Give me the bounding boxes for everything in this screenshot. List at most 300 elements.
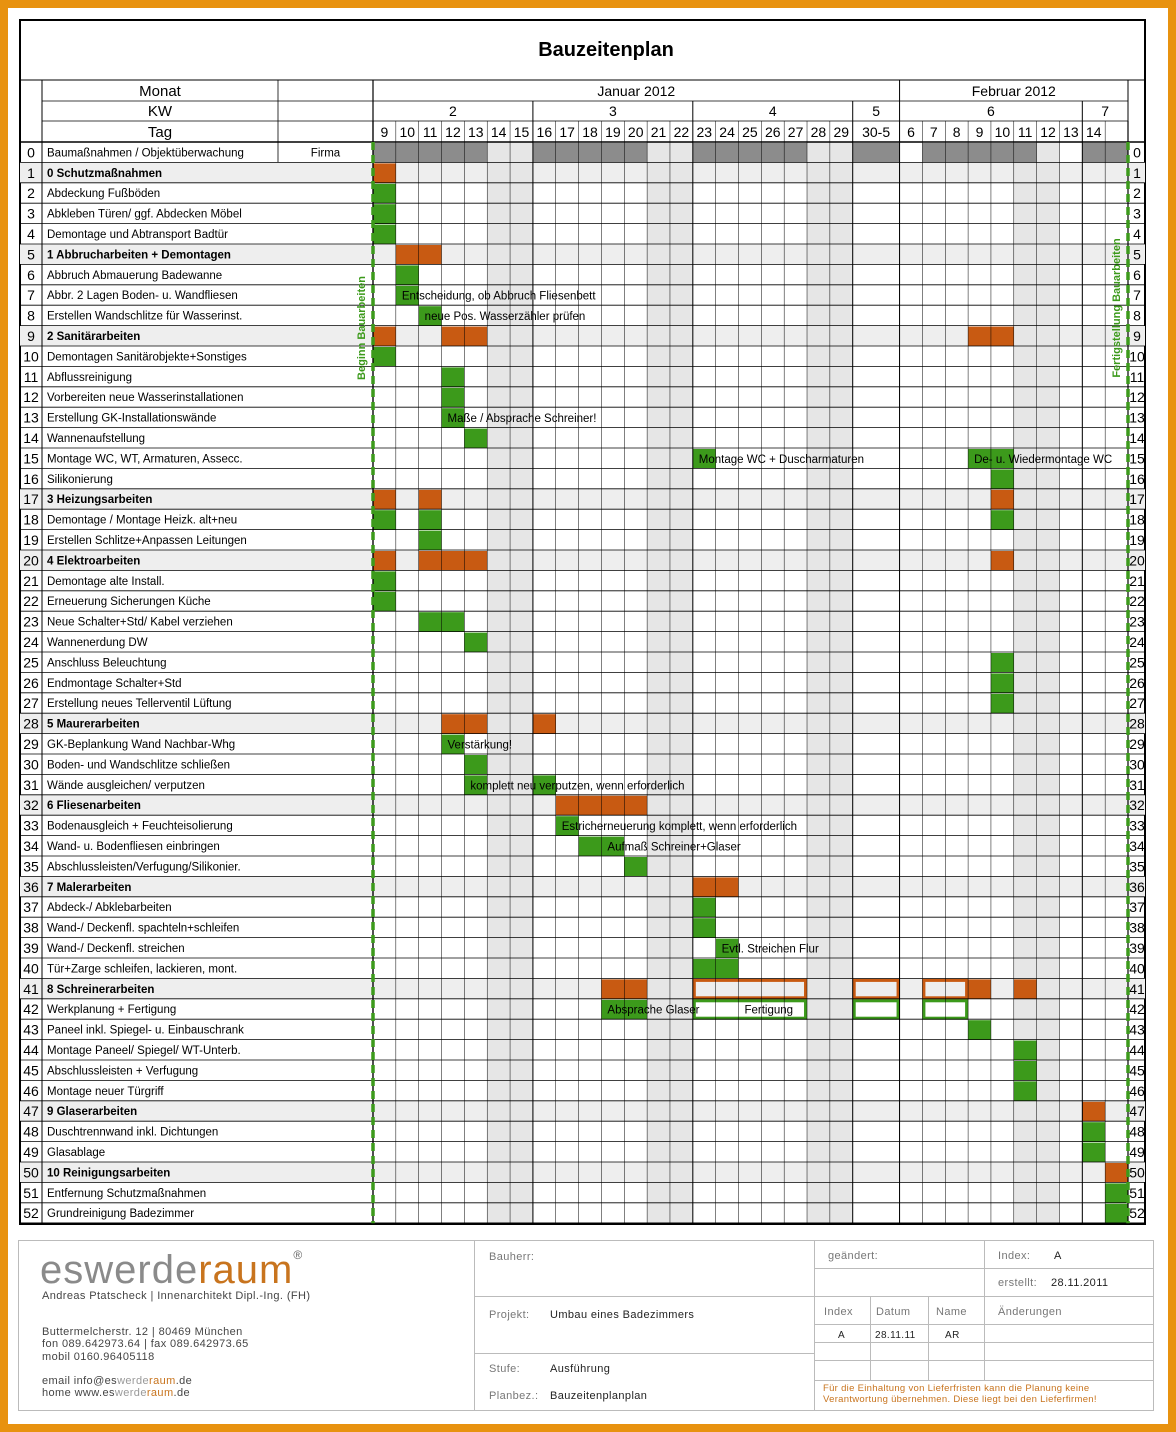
day-label: 10 (994, 124, 1011, 140)
day-label: 15 (513, 124, 530, 140)
company-mobile: mobil 0160.96405118 (42, 1351, 155, 1363)
day-label: 13 (468, 124, 484, 140)
day-label: 13 (1063, 124, 1079, 140)
row-number-right: 0 (1133, 144, 1141, 161)
home-suffix: .de (173, 1387, 191, 1399)
section-heading: 2 Sanitärarbeiten (47, 331, 141, 343)
row-number-right: 48 (1129, 1123, 1145, 1140)
company-phone: fon 089.642973.64 | fax 089.642973.65 (42, 1338, 249, 1350)
title-block-divider (474, 1353, 815, 1354)
row-number: 27 (23, 695, 39, 712)
orange-bar (373, 327, 396, 346)
task-label: Erneuerung Sicherungen Küche (47, 596, 211, 609)
row-number-right: 31 (1129, 776, 1145, 793)
green-bar (442, 367, 465, 386)
row-number: 38 (23, 919, 39, 936)
section-heading: 6 Fliesenarbeiten (47, 800, 141, 813)
projekt-value: Umbau eines Badezimmers (550, 1309, 695, 1321)
green-bar (419, 531, 442, 550)
bar-annotation: Entscheidung, ob Abbruch Fliesenbett (401, 290, 596, 303)
title-block-divider (814, 1342, 1153, 1343)
row-number: 20 (23, 552, 39, 569)
row-number: 19 (23, 532, 39, 548)
bar-annotation: Absprache Glaser (607, 1004, 700, 1017)
row-number: 49 (23, 1144, 39, 1160)
row-number-right: 43 (1129, 1021, 1145, 1038)
task-label: Wannenaufstellung (47, 433, 146, 445)
row-number: 31 (23, 776, 39, 793)
title-block-divider (814, 1360, 1153, 1361)
task-label: Montage WC, WT, Armaturen, Assecc. (47, 453, 243, 466)
row-number: 3 (27, 205, 35, 222)
row-number: 7 (27, 287, 35, 304)
green-bar (624, 857, 647, 876)
row-number: 9 (27, 328, 35, 344)
orange-bar (968, 979, 991, 998)
task-label: Montage neuer Türgriff (47, 1085, 164, 1098)
row-number: 17 (23, 491, 39, 508)
row-number: 52 (23, 1205, 39, 1222)
row-number: 28 (23, 715, 39, 732)
milestone-end-label: Fertigstellung Bauarbeiten (1111, 238, 1123, 378)
green-bar (1105, 1183, 1128, 1202)
index-value: A (1054, 1250, 1062, 1262)
green-bar (373, 571, 396, 590)
row-number: 14 (23, 430, 39, 446)
erstellt-label: erstellt: (998, 1277, 1038, 1289)
green-bar (991, 510, 1014, 529)
row-number-right: 35 (1129, 858, 1145, 875)
day-label: 12 (1040, 124, 1056, 140)
green-bar (373, 225, 396, 244)
index-label: Index: (998, 1250, 1031, 1262)
company-address: Buttermelcherstr. 12 | 80469 München (42, 1326, 243, 1338)
row-number-right: 9 (1133, 328, 1141, 344)
task-label: Bodenausgleich + Feuchteisolierung (47, 820, 233, 833)
green-bar (464, 755, 487, 774)
row-number: 0 (27, 144, 35, 161)
row-number-right: 46 (1129, 1082, 1145, 1099)
row-number-right: 14 (1129, 430, 1145, 446)
row-number-right: 21 (1129, 572, 1145, 589)
row-number: 2 (27, 185, 35, 202)
row-number-right: 32 (1129, 797, 1145, 814)
green-bar (1082, 1143, 1105, 1162)
home-raum: raum (146, 1387, 174, 1399)
task-label: Anschluss Beleuchtung (47, 657, 167, 670)
title-block-divider (870, 1296, 871, 1380)
gray-bar (533, 143, 647, 162)
task-label: Abdeck-/ Abklebarbeiten (47, 902, 172, 915)
green-bar (693, 898, 716, 917)
weekend-column (1037, 142, 1060, 1223)
row-number: 44 (23, 1042, 39, 1058)
task-label: Tür+Zarge schleifen, lackieren, mont. (47, 963, 238, 976)
green-bar (1014, 1061, 1037, 1080)
row-number: 37 (23, 899, 39, 916)
section-heading: 7 Malerarbeiten (47, 881, 132, 894)
day-label: 6 (907, 124, 915, 140)
day-label: 25 (742, 124, 758, 140)
section-heading: 8 Schreinerarbeiten (47, 983, 155, 996)
task-label: Abbr. 2 Lagen Boden- u. Wandfliesen (47, 290, 238, 303)
week-label: 2 (449, 103, 457, 119)
row-number: 11 (23, 368, 39, 385)
company-logo (40, 1248, 303, 1293)
row-number-right: 2 (1133, 185, 1141, 202)
task-label: Glasablage (47, 1147, 106, 1159)
week-label: 3 (608, 103, 617, 119)
title-block-divider (984, 1240, 985, 1380)
green-bar (991, 673, 1014, 692)
row-number-right: 3 (1133, 205, 1141, 222)
section-heading: 10 Reinigungsarbeiten (47, 1167, 171, 1180)
task-label: Wände ausgleichen/ verputzen (47, 779, 205, 792)
row-number: 43 (23, 1021, 39, 1038)
day-label: 14 (1085, 124, 1102, 140)
firma-label: Firma (310, 147, 341, 160)
row-number-right: 50 (1129, 1164, 1145, 1181)
row-number: 34 (23, 838, 39, 854)
bar-annotation: Maße / Absprache Schreiner! (447, 413, 597, 426)
day-label: 8 (952, 124, 961, 140)
row-number-right: 26 (1129, 674, 1145, 691)
row-number-right: 10 (1129, 348, 1145, 365)
week-label: 6 (987, 103, 995, 119)
row-number-right: 45 (1129, 1062, 1145, 1079)
task-label: Demontage / Montage Heizk. alt+neu (47, 514, 238, 527)
green-bar (693, 918, 716, 937)
bar-annotation: Montage WC + Duscharmaturen (698, 453, 865, 466)
company-subtitle: Andreas Ptatscheck | Innenarchitekt Dipl.-Ing. (FH) (42, 1290, 311, 1302)
rev-col-index: Index (824, 1306, 853, 1318)
row-number-right: 7 (1133, 287, 1141, 304)
day-label: 16 (536, 124, 553, 140)
section-row-bg (20, 1162, 1145, 1182)
sheet (8, 8, 1168, 1424)
weekend-column (487, 142, 510, 1223)
green-bar (1105, 1204, 1128, 1223)
row-number-right: 15 (1129, 450, 1145, 467)
task-label: Erstellung neues Tellerventil Lüftung (47, 698, 232, 711)
row-number: 51 (23, 1184, 39, 1201)
section-heading: 9 Glaserarbeiten (47, 1106, 138, 1119)
row-number: 24 (23, 634, 39, 650)
gray-bar (693, 143, 807, 162)
bauherr-label: Bauherr: (489, 1251, 535, 1263)
row-number: 39 (23, 940, 39, 956)
row-number-right: 37 (1129, 899, 1145, 916)
row-number: 35 (23, 858, 39, 875)
task-label: Neue Schalter+Std/ Kabel verziehen (47, 616, 233, 629)
row-number-right: 30 (1129, 756, 1145, 773)
task-label: Baumaßnahmen / Objektüberwachung (47, 147, 244, 160)
row-number: 18 (23, 511, 39, 528)
task-label: Grundreinigung Badezimmer (47, 1208, 195, 1221)
task-label: Wand-/ Deckenfl. spachteln+schleifen (47, 922, 240, 935)
row-number: 6 (27, 266, 35, 283)
bar-annotation: Aufmaß Schreiner+Glaser (607, 841, 741, 854)
row-number: 50 (23, 1164, 39, 1181)
row-number: 29 (23, 736, 39, 752)
section-row-bg (20, 876, 1145, 896)
orange-bar (419, 490, 442, 509)
row-number: 13 (23, 409, 39, 426)
row-number-right: 51 (1129, 1184, 1145, 1201)
day-label: 30-5 (862, 124, 891, 140)
green-bar (373, 347, 396, 366)
task-label: Erstellen Schlitze+Anpassen Leitungen (47, 535, 247, 547)
orange-bar (533, 714, 556, 733)
row-number-right: 34 (1129, 838, 1145, 854)
title-block-divider (814, 1268, 1153, 1269)
rev-index: A (838, 1330, 846, 1341)
header-monat-label: Monat (139, 83, 181, 100)
section-row-bg (20, 489, 1145, 509)
green-bar (991, 469, 1014, 488)
day-label: 11 (1017, 124, 1033, 140)
row-number-right: 20 (1129, 552, 1145, 569)
task-label: Erstellung GK-Installationswände (47, 412, 217, 425)
email-raum: raum (149, 1375, 176, 1387)
erstellt-value: 28.11.2011 (1051, 1277, 1109, 1289)
orange-bar (1082, 1102, 1105, 1121)
task-label: Abschlussleisten/Verfugung/Silikonier. (47, 861, 241, 874)
task-label: Abbruch Abmauerung Badewanne (47, 269, 223, 282)
row-number-right: 44 (1129, 1042, 1145, 1058)
green-bar (991, 694, 1014, 713)
task-label: Abschlussleisten + Verfugung (47, 1065, 199, 1078)
orange-bar (991, 551, 1014, 570)
row-number: 23 (23, 613, 39, 630)
row-number: 1 (27, 164, 35, 181)
gray-bar (853, 143, 900, 162)
day-label: 14 (490, 124, 507, 140)
day-label: 27 (787, 124, 804, 140)
title-block-divider (814, 1380, 1153, 1381)
bar-annotation: komplett neu verputzen, wenn erforderlich (470, 780, 685, 793)
orange-bar (419, 551, 488, 570)
row-number: 45 (23, 1062, 39, 1079)
day-label: 24 (719, 124, 735, 140)
rev-col-name: Name (936, 1306, 967, 1318)
day-label: 7 (929, 124, 938, 140)
logo-registered: ® (293, 1248, 304, 1262)
row-number: 22 (23, 593, 39, 610)
row-number: 4 (27, 226, 35, 242)
row-number-right: 49 (1129, 1144, 1145, 1160)
task-label: GK-Beplankung Wand Nachbar-Whg (47, 739, 236, 751)
stufe-label: Stufe: (489, 1363, 521, 1375)
day-label: 9 (975, 124, 984, 140)
task-label: Wand-/ Deckenfl. streichen (47, 943, 185, 955)
email-werde: werde (117, 1375, 150, 1387)
bar-annotation: Fertigung (744, 1004, 794, 1017)
row-number-right: 23 (1129, 613, 1145, 630)
week-label: 5 (872, 103, 881, 119)
row-number-right: 42 (1129, 1001, 1145, 1018)
title-block-divider (928, 1296, 929, 1380)
task-label: Vorbereiten neue Wasserinstallationen (47, 392, 244, 405)
rev-col-datum: Datum (876, 1306, 911, 1318)
bar-annotation: De- u. Wiedermontage WC (974, 453, 1113, 466)
month-label: Februar 2012 (971, 83, 1056, 99)
gray-bar (922, 143, 1036, 162)
green-bar (464, 429, 487, 448)
row-number: 16 (23, 470, 39, 487)
task-label: Entfernung Schutzmaßnahmen (47, 1187, 207, 1200)
company-email[interactable] (42, 1375, 192, 1387)
rev-col-aenderungen: Änderungen (998, 1306, 1062, 1318)
geaendert-label: geändert: (828, 1250, 879, 1262)
section-row-bg (20, 162, 1145, 182)
row-number: 36 (23, 878, 39, 895)
task-label: Abkleben Türen/ ggf. Abdecken Möbel (47, 208, 242, 221)
task-label: Demontage und Abtransport Badtür (47, 229, 228, 241)
day-label: 28 (810, 124, 827, 140)
green-bar (1014, 1041, 1037, 1060)
row-number: 48 (23, 1123, 39, 1140)
green-bar (373, 510, 396, 529)
row-number: 8 (27, 307, 35, 324)
logo-part-es-werde: eswerde (40, 1248, 199, 1292)
task-label: Demontage alte Install. (47, 575, 165, 588)
bar-annotation: Verstärkung! (447, 739, 513, 752)
task-label: Paneel inkl. Spiegel- u. Einbauschrank (47, 1024, 244, 1037)
row-number-right: 1 (1133, 164, 1141, 181)
day-label: 17 (559, 124, 575, 140)
day-label: 11 (422, 124, 438, 140)
row-number: 30 (23, 756, 39, 773)
row-number-right: 8 (1133, 307, 1141, 324)
row-number-right: 47 (1129, 1103, 1145, 1120)
section-row-bg (20, 550, 1145, 570)
row-number: 33 (23, 817, 39, 834)
row-number-right: 25 (1129, 654, 1145, 671)
title-block-divider (814, 1240, 815, 1410)
section-row-bg (20, 713, 1145, 733)
row-number-right: 17 (1129, 491, 1145, 508)
company-website[interactable] (42, 1387, 190, 1399)
row-number-right: 22 (1129, 593, 1145, 610)
row-number-right: 24 (1129, 634, 1145, 650)
row-number-right: 36 (1129, 878, 1145, 895)
header-kw-label: KW (147, 103, 173, 120)
day-label: 23 (696, 124, 713, 140)
task-label: Abflussreinigung (47, 371, 133, 384)
green-bar (373, 184, 396, 203)
day-label: 18 (582, 124, 598, 140)
planbez-label: Planbez.: (489, 1390, 539, 1402)
header-tag-label: Tag (147, 124, 173, 141)
bar-annotation: neue Pos. Wasserzähler prüfen (424, 311, 586, 324)
row-number: 15 (23, 450, 39, 467)
section-heading: 4 Elektroarbeiten (47, 555, 141, 568)
green-bar (1014, 1081, 1037, 1100)
orange-bar (373, 490, 396, 509)
week-label: 4 (768, 103, 777, 119)
row-number: 5 (27, 246, 35, 263)
task-label: Wannenerdung DW (47, 637, 148, 649)
logo-part-raum: raum (198, 1248, 294, 1292)
day-label: 22 (673, 124, 690, 140)
row-number-right: 11 (1129, 368, 1145, 385)
weekend-column (807, 142, 830, 1223)
milestone-start-label: Beginn Bauarbeiten (356, 276, 368, 380)
orange-bar (373, 551, 396, 570)
section-heading: 0 Schutzmaßnahmen (47, 167, 163, 180)
orange-bar (1014, 979, 1037, 998)
planbez-value: Bauzeitenplanplan (550, 1390, 648, 1402)
gantt-chart (8, 8, 1168, 1238)
weekend-column (647, 142, 670, 1223)
title-block-divider (474, 1296, 815, 1297)
day-label: 20 (627, 124, 644, 140)
section-row-bg (20, 1101, 1145, 1121)
title-block-divider (474, 1240, 475, 1410)
row-number: 25 (23, 654, 39, 671)
row-number-right: 5 (1133, 246, 1141, 263)
row-number-right: 39 (1129, 940, 1145, 956)
orange-bar (373, 163, 396, 182)
green-bar (1082, 1122, 1105, 1141)
task-label: Endmontage Schalter+Std (47, 677, 182, 690)
task-label: Montage Paneel/ Spiegel/ WT-Unterb. (47, 1045, 241, 1057)
stufe-value: Ausführung (550, 1363, 611, 1375)
green-bar (991, 653, 1014, 672)
row-number: 46 (23, 1082, 39, 1099)
email-suffix: .de (175, 1375, 193, 1387)
day-label: 19 (605, 124, 621, 140)
week-label: 7 (1101, 103, 1110, 119)
row-number-right: 16 (1129, 470, 1145, 487)
row-number-right: 6 (1133, 266, 1141, 283)
task-label: Duschtrennwand inkl. Dichtungen (47, 1126, 219, 1139)
green-bar (464, 633, 487, 652)
disclaimer-line-2: Verantwortung übernehmen. Diese liegt bei den Lieferfirmen! (823, 1394, 1097, 1405)
row-number: 41 (23, 980, 39, 997)
plan-title: Bauzeitenplan (538, 39, 674, 61)
task-label: Boden- und Wandschlitze schließen (47, 759, 231, 772)
projekt-label: Projekt: (489, 1309, 530, 1321)
task-label: Abdeckung Fußböden (47, 188, 161, 201)
row-number: 26 (23, 674, 39, 691)
task-label: Erstellen Wandschlitze für Wasserinst. (47, 310, 243, 323)
task-label: Werkplanung + Fertigung (47, 1004, 177, 1017)
row-number: 47 (23, 1103, 39, 1120)
row-number: 21 (23, 572, 39, 589)
row-number-right: 28 (1129, 715, 1145, 732)
row-number: 32 (23, 797, 39, 814)
rev-name: AR (945, 1330, 960, 1341)
row-number-right: 33 (1129, 817, 1145, 834)
rev-datum: 28.11.11 (875, 1330, 916, 1341)
row-number-right: 38 (1129, 919, 1145, 936)
row-number-right: 27 (1129, 695, 1145, 712)
green-bar (373, 204, 396, 223)
day-label: 26 (764, 124, 781, 140)
task-label: Silikonierung (47, 473, 113, 486)
orange-bar (1105, 1163, 1128, 1182)
green-bar (419, 510, 442, 529)
row-number-right: 13 (1129, 409, 1145, 426)
row-number-right: 29 (1129, 736, 1145, 752)
task-label: Wand- u. Bodenfliesen einbringen (47, 841, 220, 853)
weekend-column (510, 142, 533, 1223)
email-prefix: email info@es (42, 1375, 118, 1387)
day-label: 29 (833, 124, 850, 140)
task-label: Demontagen Sanitärobjekte+Sonstiges (47, 351, 247, 364)
